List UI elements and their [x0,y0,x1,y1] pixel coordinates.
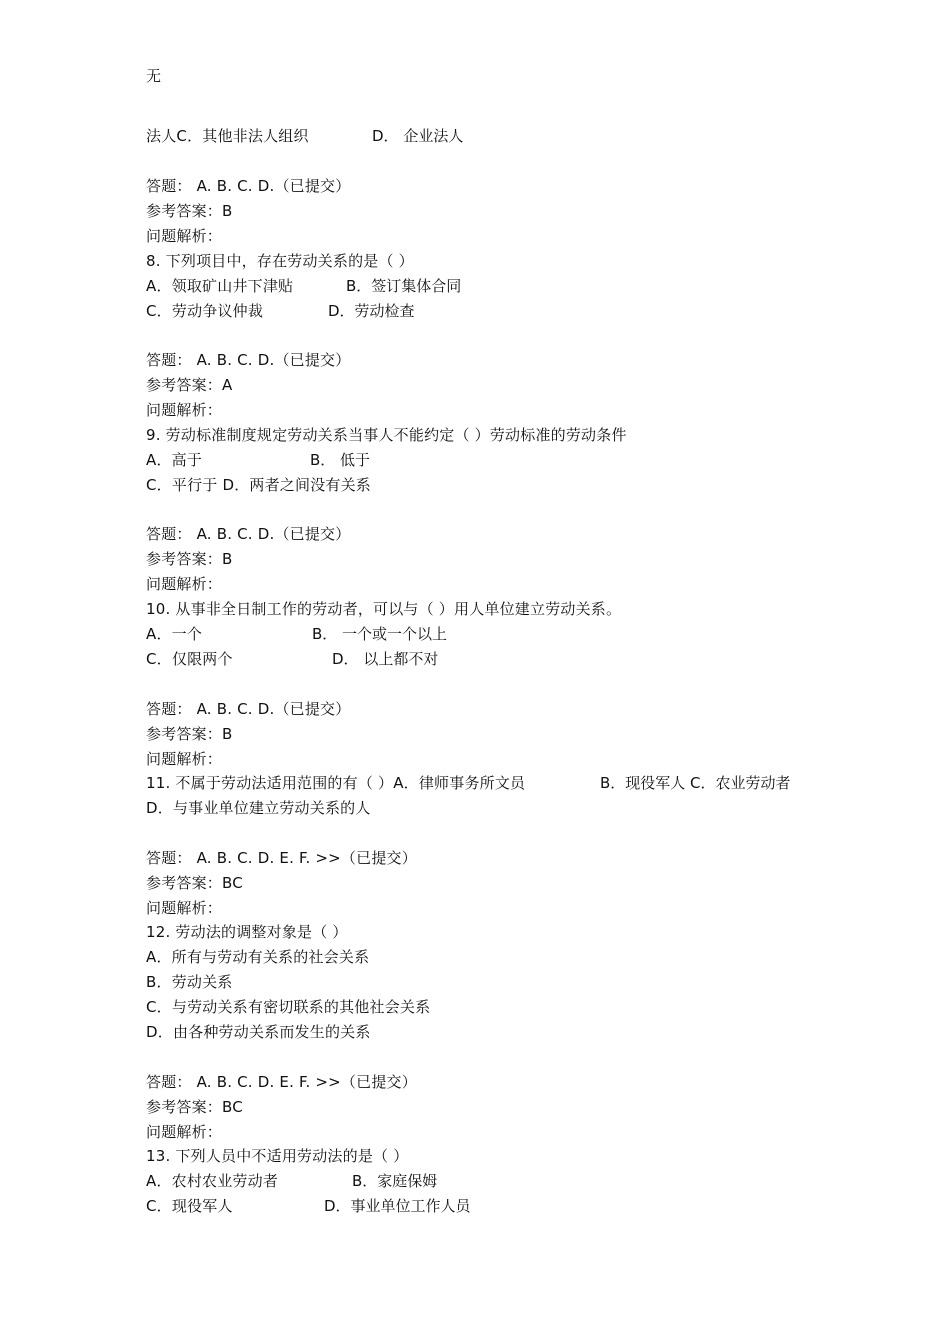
answer-line: 答题： A. B. C. D.（已提交） [146,177,351,195]
question-10: 10. 从事非全日制工作的劳动者，可以与（ ）用人单位建立劳动关系。 [146,600,622,618]
option-b: B．劳动关系 [146,973,233,991]
option-c: C．平行于 D．两者之间没有关系 [146,476,371,494]
reference-answer: 参考答案：BC [146,1098,243,1116]
reference-answer: 参考答案：B [146,202,233,220]
option-c: C．与劳动关系有密切联系的其他社会关系 [146,998,431,1016]
text-line: 无 [146,67,162,85]
option-d: D．由各种劳动关系而发生的关系 [146,1023,371,1041]
option-b: B． 低于 [310,451,371,469]
analysis-label: 问题解析： [146,750,223,768]
reference-answer: 参考答案：B [146,725,233,743]
option-d: D． 以上都不对 [332,650,439,668]
reference-answer: 参考答案：BC [146,874,243,892]
answer-line: 答题： A. B. C. D.（已提交） [146,700,351,718]
analysis-label: 问题解析： [146,899,223,917]
option-a: A．所有与劳动有关系的社会关系 [146,948,370,966]
reference-answer: 参考答案：B [146,550,233,568]
option-d: D．与事业单位建立劳动关系的人 [146,799,371,817]
option-a: A．一个 [146,625,203,643]
option-a: A．农村农业劳动者 [146,1172,279,1190]
answer-line: 答题： A. B. C. D. E. F. >>（已提交） [146,1073,417,1091]
question-8: 8. 下列项目中，存在劳动关系的是（ ） [146,252,414,270]
analysis-label: 问题解析： [146,575,223,593]
question-13: 13. 下列人员中不适用劳动法的是（ ） [146,1147,409,1165]
question-12: 12. 劳动法的调整对象是（ ） [146,923,348,941]
answer-line: 答题： A. B. C. D. E. F. >>（已提交） [146,849,417,867]
option-a: A．领取矿山井下津贴 [146,277,294,295]
reference-answer: 参考答案：A [146,376,233,394]
option-d: D．事业单位工作人员 [324,1197,471,1215]
option-d: D．劳动检查 [328,302,415,320]
option-b: B．签订集体合同 [346,277,462,295]
option-d: D． 企业法人 [372,127,464,145]
analysis-label: 问题解析： [146,227,223,245]
text-line: 法人C．其他非法人组织 [146,127,309,145]
option-b: B． 一个或一个以上 [312,625,448,643]
option-b: B．家庭保姆 [352,1172,438,1190]
answer-line: 答题： A. B. C. D.（已提交） [146,525,351,543]
analysis-label: 问题解析： [146,1123,223,1141]
question-9: 9. 劳动标准制度规定劳动关系当事人不能约定（ ）劳动标准的劳动条件 [146,426,627,444]
option-c: C．劳动争议仲裁 [146,302,264,320]
option-a: A．高于 [146,451,203,469]
option-b-c: B．现役军人 C．农业劳动者 [600,774,791,792]
analysis-label: 问题解析： [146,401,223,419]
option-c: C．现役军人 [146,1197,233,1215]
option-c: C．仅限两个 [146,650,233,668]
answer-line: 答题： A. B. C. D.（已提交） [146,351,351,369]
question-11: 11. 不属于劳动法适用范围的有（ ）A．律师事务所文员 [146,774,526,792]
